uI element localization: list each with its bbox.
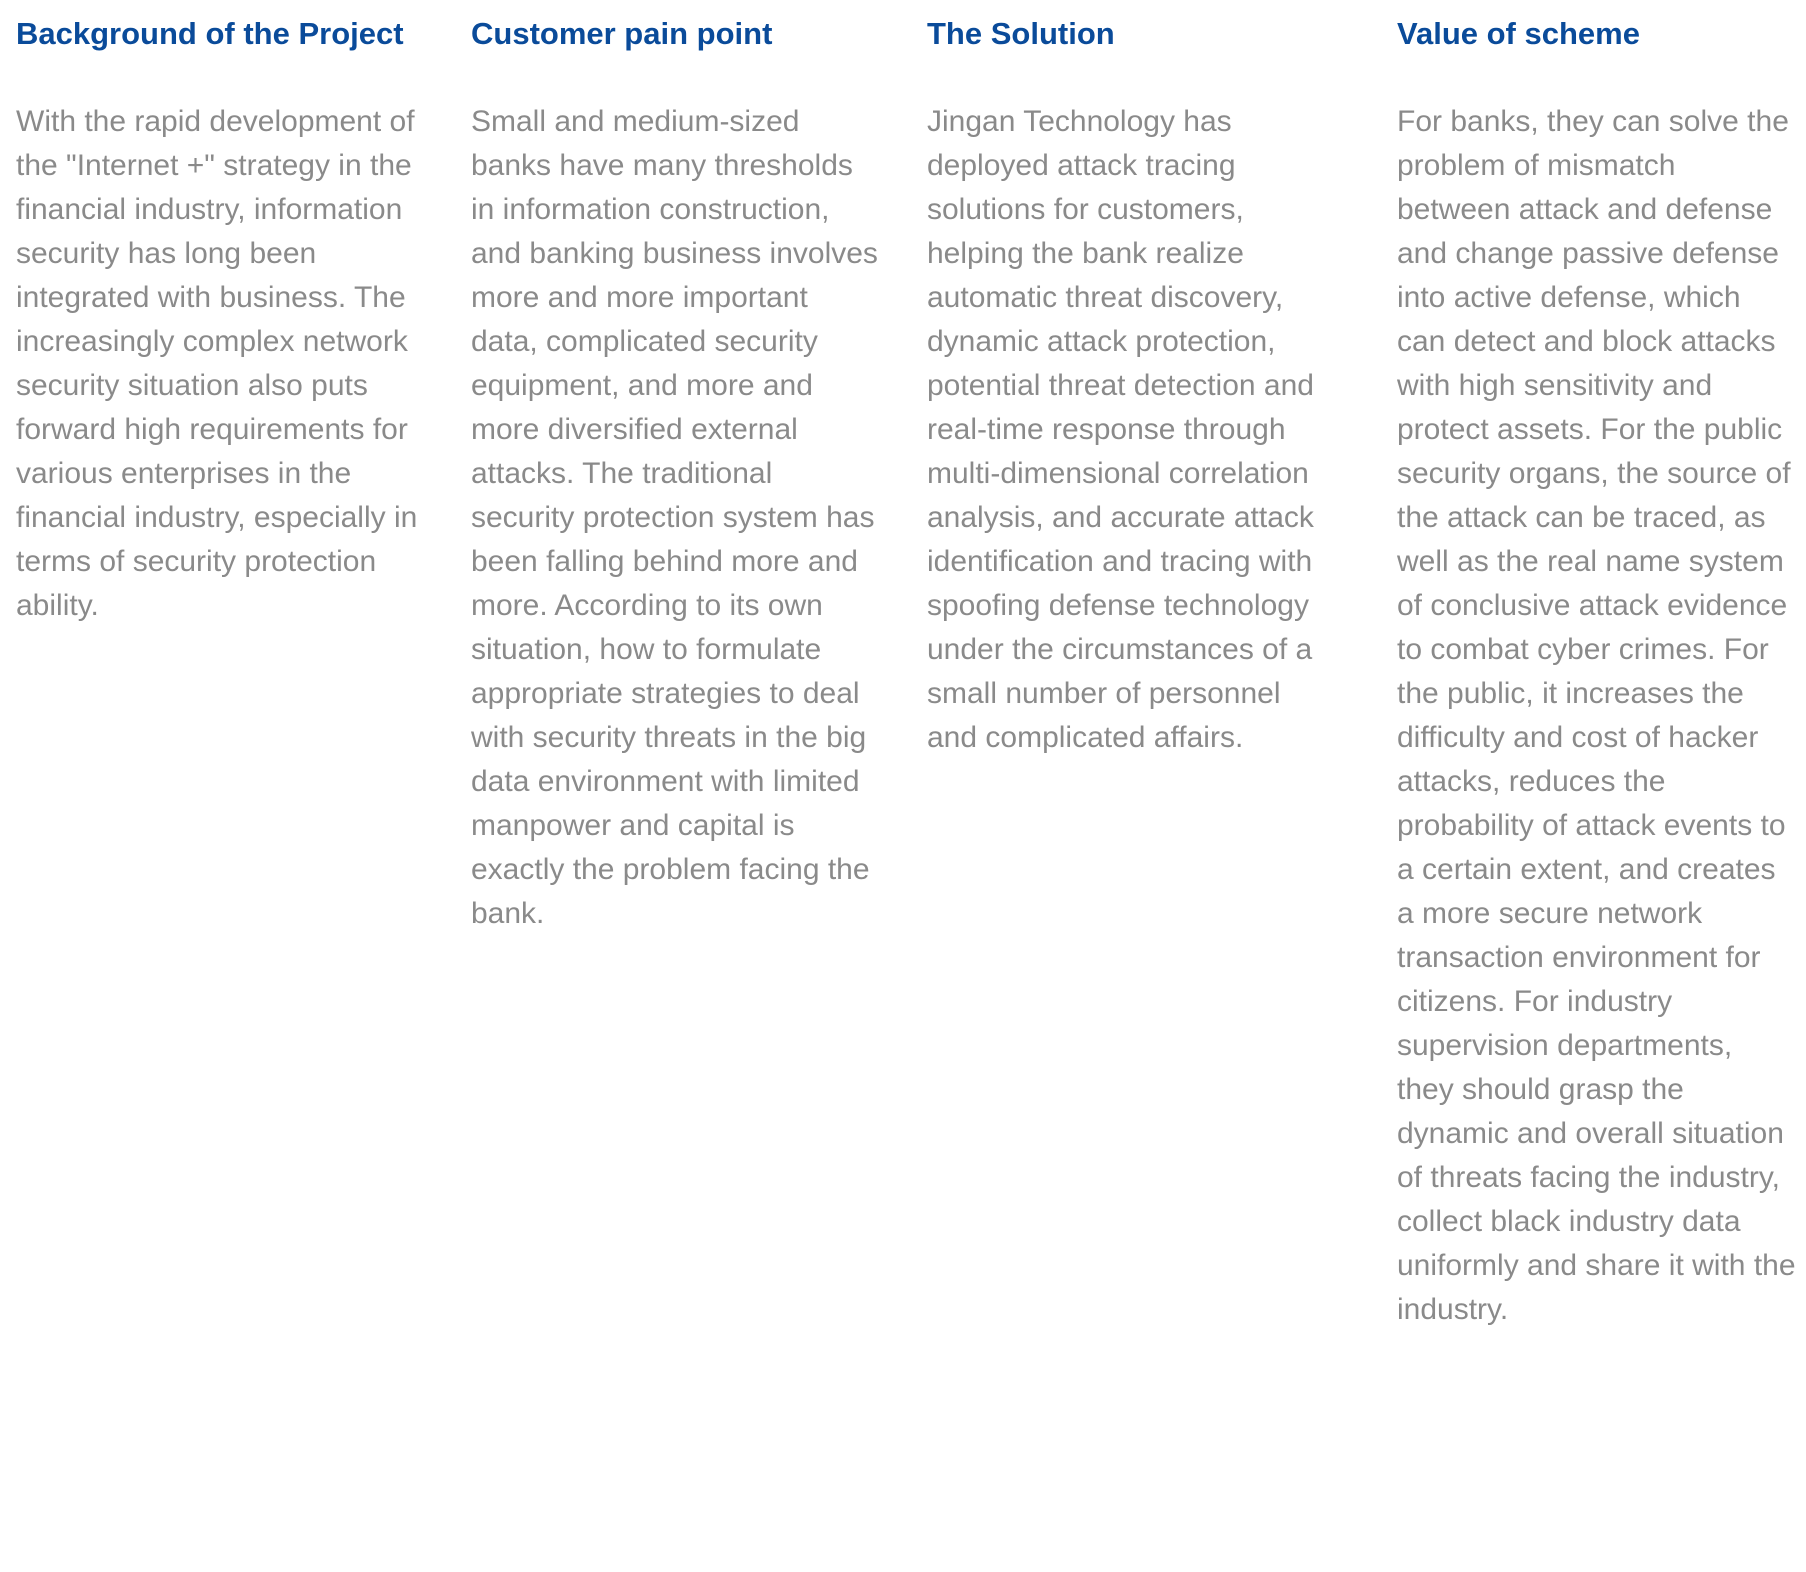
column-title: Customer pain point	[471, 16, 773, 51]
column-body: Small and medium-sized banks have many thresholds in information construction, and banking business involves more and more important data, complicated security equipment, and more and more diversified external attacks. The traditional security protection system has been falling behind more and more. According to its own situation, how to formulate appropriate strategies to deal with security threats in the big data environment with limited manpower and capital is exactly the problem facing the bank.	[471, 105, 878, 930]
column-title: Background of the Project	[16, 16, 404, 51]
column-body: For banks, they can solve the problem of mismatch between attack and defense and change passive defense into active defense, which can detect and block attacks with high sensitivity and protect assets. For the public security organs, the source of the attack can be traced, as well as the real name system of conclusive attack evidence to combat cyber crimes. For the public, it increases the difficulty and cost of hacker attacks, reduces the probability of attack events to a certain extent, and creates a more secure network transaction environment for citizens. For industry supervision departments, they should grasp the dynamic and overall situation of threats facing the industry, collect black industry data uniformly and share it with the industry.	[1397, 105, 1796, 1326]
column-value	[1397, 12, 1797, 1332]
column-body: With the rapid development of the "Internet +" strategy in the financial industry, information security has long been integrated with business. The increasingly complex network security situation also puts forward high requirements for various enterprises in the financial industry, especially in terms of security protection ability.	[16, 105, 418, 622]
column-background	[16, 12, 426, 628]
column-pain-point	[471, 12, 881, 936]
column-solution	[927, 12, 1337, 760]
column-title: Value of scheme	[1397, 16, 1640, 51]
column-title: The Solution	[927, 16, 1115, 51]
column-body: Jingan Technology has deployed attack tracing solutions for customers, helping the bank realize automatic threat discovery, dynamic attack protection, potential threat detection and real-time response through multi-dimensional correlation analysis, and accurate attack identification and tracing with spoofing defense technology under the circumstances of a small number of personnel and complicated affairs.	[927, 105, 1314, 754]
